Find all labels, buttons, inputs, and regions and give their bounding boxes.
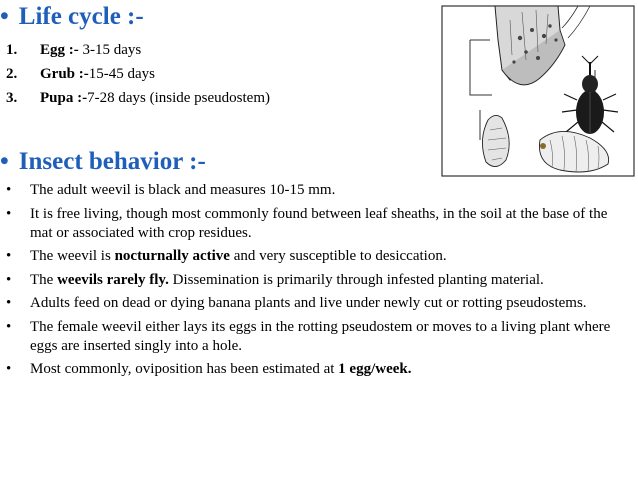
stage-duration: 15-45 days xyxy=(88,66,155,82)
heading-bullet: • xyxy=(0,3,9,30)
life-cycle-heading xyxy=(0,4,144,29)
weevil-life-cycle-illustration xyxy=(440,0,638,178)
emphasis-text: weevils rarely fly. xyxy=(57,271,169,288)
stage-item: 3. Pupa :-7-28 days (inside pseudostem) xyxy=(6,90,270,106)
behavior-item: • The adult weevil is black and measures 10-15 mm. xyxy=(6,182,336,198)
insect-behavior-heading xyxy=(0,149,206,174)
behavior-list xyxy=(6,181,628,384)
life-cycle-title: Life cycle :- xyxy=(18,3,144,30)
behavior-item: • The weevils rarely fly. Dissemination is primarily through infested planting material. xyxy=(6,271,544,288)
stage-term: Pupa :- xyxy=(40,90,88,106)
behavior-item: • Most commonly, oviposition has been estimated at 1 egg/week. xyxy=(6,361,412,377)
heading-bullet: • xyxy=(0,148,9,175)
stage-duration: 7-28 days (inside pseudostem) xyxy=(87,90,270,106)
behavior-item: • The weevil is nocturnally active and very susceptible to desiccation. xyxy=(6,248,447,264)
stage-term: Grub :- xyxy=(40,66,89,82)
behavior-item: • Adults feed on dead or dying banana plants and live under newly cut or rotting pseudostems. xyxy=(6,295,587,311)
emphasis-text: 1 egg/week. xyxy=(338,361,412,377)
life-cycle-stages xyxy=(6,38,270,110)
insect-behavior-title: Insect behavior :- xyxy=(18,148,206,175)
behavior-item: • It is free living, though most commonly found between leaf sheaths, in the soil at the base of the mat or associated with crop residues. xyxy=(6,205,608,241)
stage-item: 2. Grub :-15-45 days xyxy=(6,66,155,82)
stage-term: Egg :- xyxy=(40,42,79,58)
stage-item: 1. Egg :- 3-15 days xyxy=(6,42,142,58)
emphasis-text: nocturnally active xyxy=(114,248,230,264)
stage-duration: 3-15 days xyxy=(78,42,142,58)
behavior-item: • The female weevil either lays its eggs in the rotting pseudostem or moves to a living plant where eggs are inserted singly into a hole. xyxy=(6,318,611,354)
